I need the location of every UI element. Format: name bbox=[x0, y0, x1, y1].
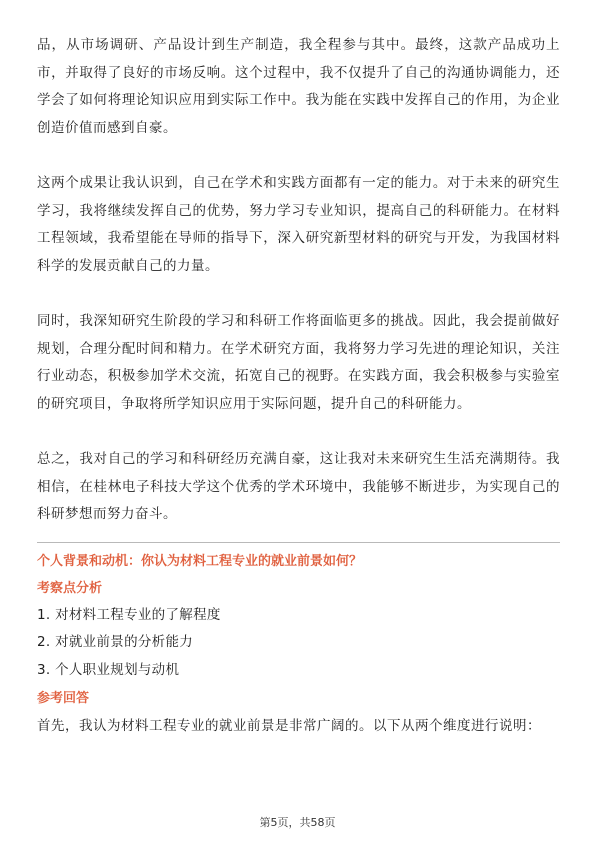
question-heading: 个人背景和动机：你认为材料工程专业的就业前景如何？ bbox=[37, 553, 363, 569]
reference-answer-heading: 参考回答 bbox=[37, 691, 90, 706]
paragraph-4: 总之，我对自己的学习和科研经历充满自豪，这让我对未来研究生生活充满期待。我相信，在桂林电子科技大学这个优秀的学术环境中，我能够不断进步，为实现自己的科研梦想而努力奋斗。 bbox=[37, 451, 560, 522]
document-page bbox=[37, 32, 560, 741]
paragraph-1: 品，从市场调研、产品设计到生产制造，我全程参与其中。最终，这款产品成功上市，并取得了良好的市场反响。这个过程中，我不仅提升了自己的沟通协调能力，还学会了如何将理论知识应用到实际工作中。我为能在实践中发挥自己的作用，为企业创造价值而感到自豪。 bbox=[37, 37, 560, 136]
analysis-heading: 考察点分析 bbox=[37, 580, 103, 596]
paragraph-2: 这两个成果让我认识到，自己在学术和实践方面都有一定的能力。对于未来的研究生学习，我将继续发挥自己的优势，努力学习专业知识，提高自己的科研能力。在材料工程领域，我希望能在导师的指导下，深入研究新型材料的研究与开发，为我国材料科学的发展贡献自己的力量。 bbox=[37, 175, 560, 274]
list-item: 3. 个人职业规划与动机 bbox=[37, 661, 180, 678]
reference-answer-text: 首先，我认为材料工程专业的就业前景是非常广阔的。以下从两个维度进行说明： bbox=[37, 718, 541, 734]
section-divider bbox=[37, 542, 560, 543]
paragraph-3: 同时，我深知研究生阶段的学习和科研工作将面临更多的挑战。因此，我会提前做好规划，合理分配时间和精力。在学术研究方面，我将努力学习先进的理论知识，关注行业动态，积极参加学术交流，拓宽自己的视野。在实践方面，我会积极参与实验室的研究项目，争取将所学知识应用于实际问题，提升自己的科研能力。 bbox=[37, 313, 560, 412]
analysis-points-list bbox=[37, 602, 560, 685]
list-item: 1. 对材料工程专业的了解程度 bbox=[37, 606, 221, 623]
page-number-footer: 第5页，共58页 bbox=[259, 816, 336, 829]
list-item: 2. 对就业前景的分析能力 bbox=[37, 634, 194, 650]
